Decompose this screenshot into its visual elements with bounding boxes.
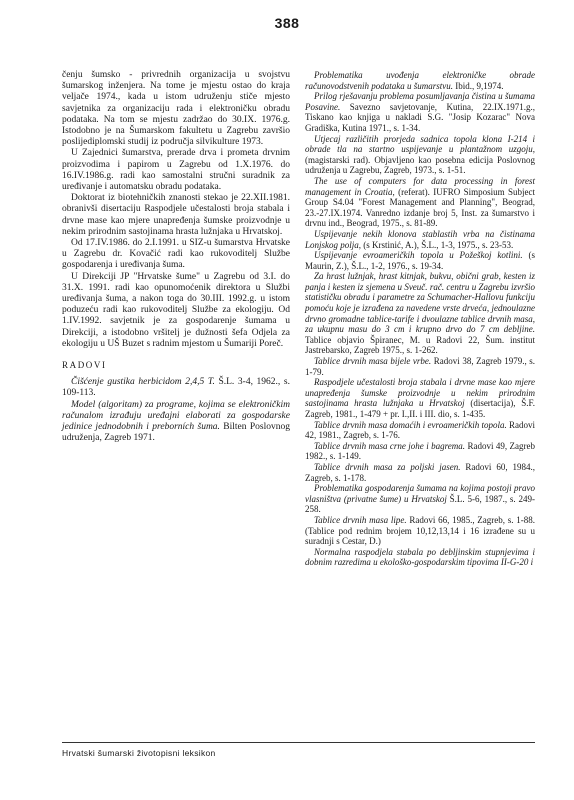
work-title: Normalna raspodjela stabala po debljinskim stupnjevima i dobnim razredima u ekološko-gospodarskim tipovima II-G-20 i xyxy=(305,546,535,568)
work-details: Tablice objavio Špiranec, M. u Radovi 22, Šum. institut Jastrebarsko, Zagreb 1975., s. 1-262. xyxy=(305,334,535,356)
bibliography-entry xyxy=(305,356,535,377)
bibliography-entry xyxy=(305,483,535,515)
footer-title: Hrvatski šumarski životopisni leksikon xyxy=(62,748,216,758)
bibliography-entry xyxy=(305,462,535,483)
work-title: Tablice drvnih masa bijele vrbe. xyxy=(314,356,432,367)
work-details: (s Maurin, Z.), Š.L., 1-2, 1976., s. 19-34. xyxy=(305,250,536,271)
work-details: Radovi 49, Zagreb 1982., s. 1-149. xyxy=(305,440,535,462)
work-details: Radovi 38, Zagreb 1979., s. 1-79. xyxy=(305,356,536,377)
work-title: Prilog rješavanju problema posumljavanja čistina u šumama Posavine. xyxy=(305,91,535,112)
section-heading-radovi: RADOVI xyxy=(62,360,107,371)
bibliography-entry xyxy=(62,377,290,399)
bibliography-entry xyxy=(305,250,535,271)
work-details: Radovi 66, 1985., Zagreb, s. 1-88. (Tablice pod rednim brojem 10,12,13,14 i 16 izrađene su u suradnji s Cestar, D.) xyxy=(305,514,536,547)
bibliography-entry xyxy=(305,70,535,91)
work-title: Čišćenje gustika herbicidom 2,4,5 T. xyxy=(71,377,215,388)
work-title: Tablice drvnih masa crne johe i bagrema. xyxy=(314,440,466,451)
work-details: (disertacija), Š.F. Zagreb, 1981., 1-479 + pr. I.,II. i III. dio, s. 1-435. xyxy=(305,398,535,419)
work-title: Raspodjele učestalosti broja stabala i drvne mase kao mjere unapređenja šumske proizvodnje u nekim prirodnim sastojinama hrasta lužnjaka u Hrvatskoj xyxy=(305,377,535,409)
paragraph: Od 17.IV.1986. do 2.I.1991. u SIZ-u šumarstva Hrvatske u Zagrebu dr. Kovačić radi kao rukovoditelj Službe gospodarenja i uređivanja šuma. xyxy=(62,238,290,271)
work-title: Problematika gospodarenja šumama na kojima postoji pravo vlasništva (privatne šume) u Hrvatskoj xyxy=(305,483,535,504)
work-details: Š.L. 5-6, 1987., s. 249-258. xyxy=(305,493,536,515)
bibliography-entry xyxy=(305,176,535,229)
work-title: The use of computers for data processing in forest management in Croatia, xyxy=(305,175,535,197)
work-details: (referat). IUFRO Simposium Subject Group S4.04 "Forest Management and Planning", Beograd, 23.-27.IX.1974. Vanredno izdanje broj 5, Inst. za šumarstvo i drvnu ind., Beograd, 1975., s. 81-89. xyxy=(305,186,535,229)
bibliography-entry xyxy=(305,229,535,250)
bibliography-entry xyxy=(305,420,535,441)
work-title: Utjecaj različitih prorjeda sadnica topola klona I-214 i obrade tla na startno uspijevanje u plantažnom uzgoju, xyxy=(305,133,535,155)
work-details: Ibid., 9,1974. xyxy=(452,80,504,91)
bibliography-entry xyxy=(305,134,535,176)
right-column xyxy=(305,70,535,568)
work-title: Model (algoritam) za programe, kojima se elektroničkim računalom izrađuju uređajni elaborati za gospodarske jedinice jednodobnih i preborních šuma. xyxy=(62,399,290,433)
work-details: (magistarski rad). Objavljeno kao posebna edicija Poslovnog udruženja u Zagrebu, Zagreb, 1973., s. 1-51. xyxy=(305,154,535,176)
bibliography-entry xyxy=(305,91,535,133)
work-details: Bilten Poslovnog udruženja, Zagreb 1971. xyxy=(62,422,290,444)
paragraph: čenju šumsko - privrednih organizacija u svojstvu šumarskog inženjera. Na tome je mjestu ostao do kraja veljače 1974., kada u istom udruženju stiče mjesto savjetnika za organizaciju rada i elektroničku obradu podataka. Na tom se mjestu zadržao do 30.IX. 1976.g. Istodobno je na Šumarskom fakultetu u Zagrebu završio poslijediplomski studij iz područja silvikulture 1973. xyxy=(62,70,290,148)
bibliography-entry xyxy=(305,441,535,462)
paragraph: U Direkciji JP "Hrvatske šume" u Zagrebu od 3.I. do 31.X. 1991. radi kao opunomoćenik direktora u Službi uređivanja šuma, a nakon toga do 30.III. 1992.g. u istom poduzeću radi kao rukovoditelj Službe za ekologiju. Od 1.IV.1992. savjetnik je za gospodarenje šumama u Direkciji, a istodobno vršitelj je dužnosti šefa Odjela za ekologiju u UŠ Buzet s radnim mjestom u Šumariji Poreč. xyxy=(62,271,290,349)
bibliography-entry xyxy=(305,377,535,419)
work-title: Uspijevanje evroameričkih topola u Požeškoj kotlini. xyxy=(314,250,523,261)
work-details: Savezno savjetovanje, Kutina, 22.IX.1971.g., Tiskano kao knjiga u nakladi S.G. "Josip Kozarac" Nova Gradiška, Kutina 1971., s. 1-34. xyxy=(305,101,535,133)
bibliography-entry xyxy=(62,400,290,445)
work-title: Tablice drvnih masa domaćih i evroameričkih topola. xyxy=(314,419,507,430)
work-title: Tablice drvnih masa lipe. xyxy=(314,514,407,525)
paragraph: Doktorat iz biotehničkih znanosti stekao je 22.XII.1981. obranivši disertaciju Raspodjele učestalosti broja stabala i drvne mase kao mjere unapređenja šumske proizvodnje u nekim prirodnim sastojinama hrasta lužnjaka u Hrvatskoj. xyxy=(62,193,290,237)
work-details: Radovi 42, 1981., Zagreb, s. 1-76. xyxy=(305,419,536,441)
bibliography-entry xyxy=(305,515,535,547)
work-title: Problematika uvođenja elektroničke obrade računovodstvenih podataka u šumarstvu. xyxy=(305,70,535,91)
footer-divider xyxy=(62,742,535,743)
work-title: Za hrast lužnjak, hrast kitnjak, bukvu, obični grab, kesten iz panja i kesten iz sjemena u Sveuč. rač. centru u Zagrebu izvršio statističku obradu i parametre za Schumacher-Hallovu funkciju pomoću koje je izrađena za navedene vrste drveća, jednoulazne drvno gromadne tablice-tarife i dvoulazne tablice drvnih masa, za ukupnu masu do 3 cm i krupno drvo do 7 cm debljine. xyxy=(305,271,535,335)
work-title: Uspijevanje nekih klonova stablastih vrba na čistinama Lonjskog polja, xyxy=(305,228,535,250)
bibliography-entry xyxy=(305,271,535,356)
work-title: Tablice drvnih masa za poljski jasen. xyxy=(314,461,461,472)
paragraph: U Zajednici šumarstva, prerade drva i prometa drvnim proizvodima i papirom u Zagrebu od 1.X.1976. do 16.IV.1986.g. radi kao samostalni stručni suradnik za uređivanje i automatsku obradu podataka. xyxy=(62,148,290,193)
work-details: Š.L. 3-4, 1962., s. 109-113. xyxy=(62,377,290,399)
work-details: (s Krstinić, A.), Š.L., 1-3, 1975., s. 23-53. xyxy=(361,239,514,250)
work-details: Radovi 60, 1984., Zagreb, s. 1-178. xyxy=(305,461,535,483)
page-number: 388 xyxy=(274,15,300,31)
left-column xyxy=(62,70,290,445)
bibliography-entry xyxy=(305,547,535,568)
